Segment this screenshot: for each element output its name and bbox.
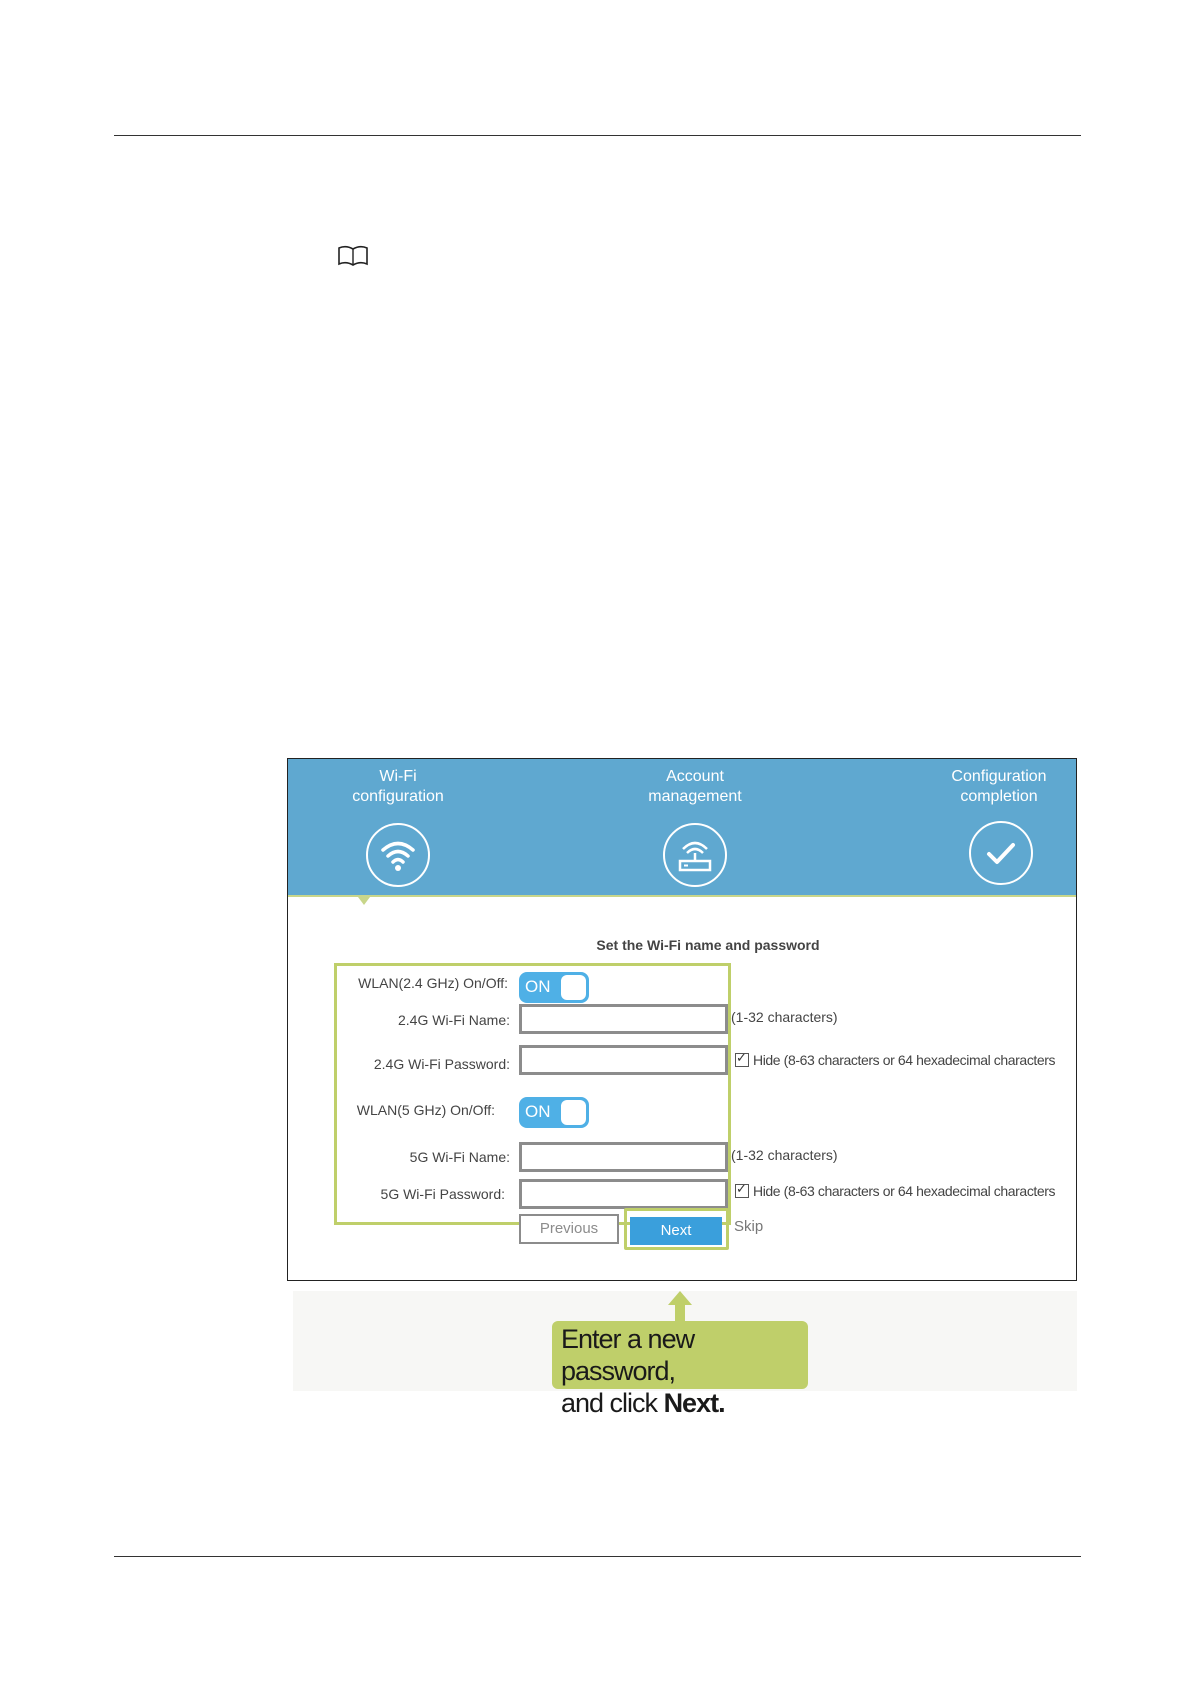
arrow-up-icon bbox=[668, 1291, 692, 1323]
step-label-line1: Account bbox=[666, 768, 724, 785]
wlan24-label: WLAN(2.4 GHz) On/Off: bbox=[358, 975, 508, 991]
note-book-icon bbox=[337, 245, 369, 267]
instruction-callout bbox=[552, 1321, 808, 1418]
name5-label: 5G Wi-Fi Name: bbox=[409, 1149, 510, 1165]
previous-button[interactable]: Previous bbox=[519, 1214, 619, 1244]
next-button[interactable]: Next bbox=[630, 1217, 722, 1245]
pass5-label: 5G Wi-Fi Password: bbox=[380, 1186, 505, 1202]
pass5-input[interactable] bbox=[519, 1179, 728, 1209]
step-label-line1: Wi-Fi bbox=[379, 768, 417, 785]
header-rule bbox=[114, 135, 1081, 136]
hide24-option[interactable] bbox=[735, 1052, 1055, 1068]
step-wifi-configuration[interactable] bbox=[288, 767, 508, 807]
pass24-label: 2.4G Wi-Fi Password: bbox=[373, 1056, 510, 1072]
step-account-management[interactable] bbox=[585, 767, 805, 807]
skip-link[interactable]: Skip bbox=[734, 1218, 764, 1235]
router-icon bbox=[663, 823, 727, 887]
name24-label: 2.4G Wi-Fi Name: bbox=[397, 1012, 510, 1028]
banner-divider bbox=[288, 895, 1076, 897]
step-label-line2: completion bbox=[960, 788, 1038, 805]
step-label-line2: management bbox=[648, 788, 742, 805]
wlan24-toggle[interactable] bbox=[519, 972, 589, 1003]
name24-hint: (1-32 characters) bbox=[731, 1009, 838, 1025]
checkmark-icon bbox=[969, 821, 1033, 885]
form-title: Set the Wi-Fi name and password bbox=[596, 937, 820, 953]
step-label-line2: configuration bbox=[352, 788, 444, 805]
toggle-knob bbox=[561, 1100, 586, 1125]
name24-input[interactable] bbox=[519, 1004, 728, 1034]
name5-input[interactable] bbox=[519, 1142, 728, 1172]
callout-line2 bbox=[561, 1387, 808, 1419]
wifi-icon bbox=[366, 823, 430, 887]
active-step-pointer bbox=[358, 897, 370, 905]
callout-line1: Enter a new password, bbox=[561, 1324, 695, 1386]
step-label-line1: Configuration bbox=[951, 768, 1047, 785]
hide5-label: Hide (8-63 characters or 64 hexadecimal characters bbox=[753, 1183, 1056, 1199]
wifi-setup-figure bbox=[287, 758, 1077, 1281]
hide5-checkbox[interactable] bbox=[735, 1184, 749, 1198]
callout-line2-bold: Next. bbox=[663, 1388, 725, 1418]
toggle-knob bbox=[561, 975, 586, 1000]
hide24-label: Hide (8-63 characters or 64 hexadecimal characters bbox=[753, 1052, 1056, 1068]
pass24-input[interactable] bbox=[519, 1045, 728, 1075]
wlan5-label: WLAN(5 GHz) On/Off: bbox=[356, 1102, 495, 1118]
wizard-steps-banner bbox=[288, 759, 1076, 895]
callout-line2-prefix: and click bbox=[561, 1388, 664, 1418]
wlan5-toggle[interactable] bbox=[519, 1097, 589, 1128]
name5-hint: (1-32 characters) bbox=[731, 1147, 838, 1163]
hide24-checkbox[interactable] bbox=[735, 1053, 749, 1067]
toggle-state: ON bbox=[525, 977, 551, 996]
footer-rule bbox=[114, 1556, 1081, 1557]
hide5-option[interactable] bbox=[735, 1183, 1055, 1199]
toggle-state: ON bbox=[525, 1102, 551, 1121]
step-configuration-completion[interactable] bbox=[889, 767, 1109, 807]
